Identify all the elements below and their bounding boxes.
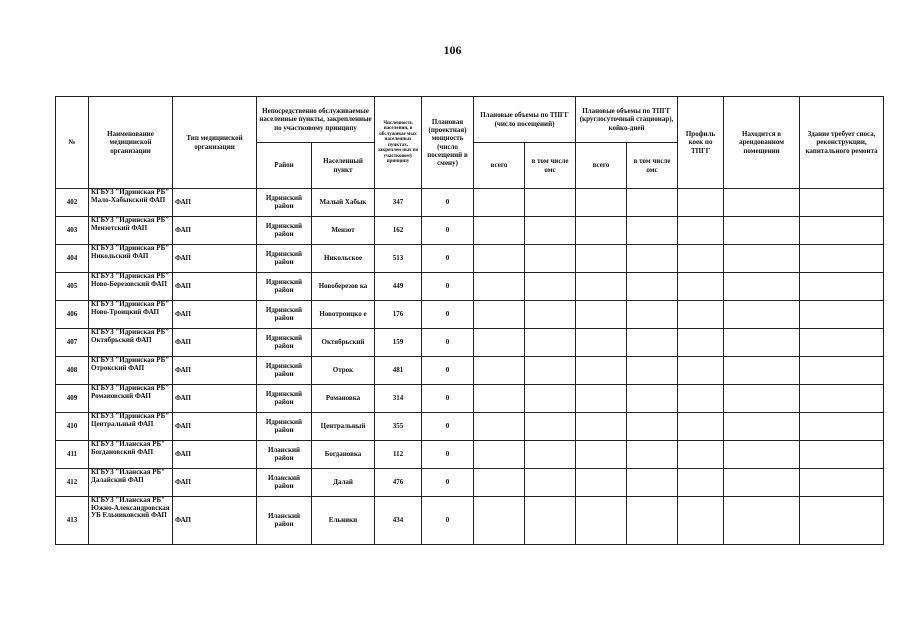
table-row bbox=[56, 301, 884, 329]
cell-empty bbox=[627, 469, 678, 497]
cell-empty bbox=[525, 385, 576, 413]
cell-population: 176 bbox=[375, 301, 422, 329]
table-row bbox=[56, 413, 884, 441]
cell-num: 410 bbox=[56, 413, 89, 441]
cell-empty bbox=[576, 217, 627, 245]
cell-empty bbox=[576, 273, 627, 301]
cell-empty bbox=[724, 413, 800, 441]
cell-empty bbox=[627, 385, 678, 413]
header-capacity: Плановая (проектная) мощность (число посещений в смену) bbox=[422, 97, 474, 189]
header-repair-needed: Здание требует сноса, реконструкции, капитального ремонта bbox=[800, 97, 884, 189]
cell-empty bbox=[800, 441, 884, 469]
cell-type: ФАП bbox=[173, 441, 257, 469]
cell-empty bbox=[800, 385, 884, 413]
cell-empty bbox=[724, 469, 800, 497]
cell-name: КГБУЗ "Идринская РБ" Ново-Троицкий ФАП bbox=[89, 301, 173, 329]
cell-district: Идринский район bbox=[257, 189, 312, 217]
header-rented-premises: Находится в арендованном помещении bbox=[724, 97, 800, 189]
cell-settlement: Ельники bbox=[312, 497, 375, 545]
cell-empty bbox=[627, 441, 678, 469]
cell-settlement: Новоберезов ка bbox=[312, 273, 375, 301]
cell-empty bbox=[627, 301, 678, 329]
cell-empty bbox=[576, 245, 627, 273]
cell-empty bbox=[576, 497, 627, 545]
cell-empty bbox=[627, 273, 678, 301]
cell-name: КГБУЗ "Идринская РБ" Центральный ФАП bbox=[89, 413, 173, 441]
cell-num: 402 bbox=[56, 189, 89, 217]
cell-settlement: Октябрьский bbox=[312, 329, 375, 357]
cell-type: ФАП bbox=[173, 217, 257, 245]
table-row bbox=[56, 441, 884, 469]
cell-type: ФАП bbox=[173, 301, 257, 329]
cell-empty bbox=[724, 245, 800, 273]
cell-settlement: Центральный bbox=[312, 413, 375, 441]
cell-name: КГБУЗ "Иланская РБ" Богдановский ФАП bbox=[89, 441, 173, 469]
cell-district: Иланский район bbox=[257, 497, 312, 545]
cell-settlement: Малый Хабык bbox=[312, 189, 375, 217]
cell-capacity: 0 bbox=[422, 245, 474, 273]
cell-empty bbox=[800, 469, 884, 497]
cell-empty bbox=[474, 189, 525, 217]
cell-type: ФАП bbox=[173, 497, 257, 545]
header-population: Численность населения, в обслуживае мых населенных пунктах, закреплен ных по участковому принципу bbox=[375, 97, 422, 189]
cell-empty bbox=[800, 329, 884, 357]
cell-empty bbox=[525, 273, 576, 301]
cell-population: 162 bbox=[375, 217, 422, 245]
cell-empty bbox=[627, 497, 678, 545]
cell-settlement: Новотроицко е bbox=[312, 301, 375, 329]
header-bed-profile: Профиль коек по ТПГГ bbox=[678, 97, 724, 189]
header-visits-total: всего bbox=[474, 143, 525, 189]
cell-num: 412 bbox=[56, 469, 89, 497]
header-beds-oms: в том числе омс bbox=[627, 143, 678, 189]
cell-empty bbox=[800, 357, 884, 385]
cell-empty bbox=[678, 273, 724, 301]
cell-empty bbox=[576, 413, 627, 441]
cell-capacity: 0 bbox=[422, 441, 474, 469]
header-visits-oms: в том числе омс bbox=[525, 143, 576, 189]
cell-empty bbox=[474, 441, 525, 469]
cell-empty bbox=[800, 245, 884, 273]
cell-empty bbox=[627, 245, 678, 273]
cell-district: Иланский район bbox=[257, 441, 312, 469]
cell-capacity: 0 bbox=[422, 413, 474, 441]
cell-empty bbox=[576, 385, 627, 413]
cell-empty bbox=[576, 357, 627, 385]
cell-population: 112 bbox=[375, 441, 422, 469]
cell-name: КГБУЗ "Идринская РБ" Октябрьский ФАП bbox=[89, 329, 173, 357]
cell-empty bbox=[724, 217, 800, 245]
cell-empty bbox=[525, 245, 576, 273]
cell-empty bbox=[525, 497, 576, 545]
medical-organizations-table bbox=[55, 96, 884, 545]
cell-empty bbox=[627, 189, 678, 217]
cell-type: ФАП bbox=[173, 469, 257, 497]
cell-num: 405 bbox=[56, 273, 89, 301]
cell-empty bbox=[678, 385, 724, 413]
cell-population: 159 bbox=[375, 329, 422, 357]
cell-num: 408 bbox=[56, 357, 89, 385]
cell-name: КГБУЗ "Иланская РБ" Южно-Александровская УБ Ельниковский ФАП bbox=[89, 497, 173, 545]
table-body bbox=[56, 189, 884, 545]
cell-empty bbox=[576, 469, 627, 497]
cell-empty bbox=[724, 441, 800, 469]
cell-num: 413 bbox=[56, 497, 89, 545]
cell-empty bbox=[474, 497, 525, 545]
cell-num: 411 bbox=[56, 441, 89, 469]
cell-district: Идринский район bbox=[257, 357, 312, 385]
cell-num: 403 bbox=[56, 217, 89, 245]
table-row bbox=[56, 189, 884, 217]
cell-population: 355 bbox=[375, 413, 422, 441]
cell-district: Идринский район bbox=[257, 273, 312, 301]
cell-num: 409 bbox=[56, 385, 89, 413]
cell-capacity: 0 bbox=[422, 385, 474, 413]
cell-capacity: 0 bbox=[422, 217, 474, 245]
cell-empty bbox=[678, 497, 724, 545]
page-number: 106 bbox=[443, 43, 462, 57]
cell-empty bbox=[525, 189, 576, 217]
cell-empty bbox=[474, 413, 525, 441]
cell-type: ФАП bbox=[173, 189, 257, 217]
cell-empty bbox=[474, 357, 525, 385]
header-district: Район bbox=[257, 143, 312, 189]
cell-settlement: Мензот bbox=[312, 217, 375, 245]
cell-empty bbox=[678, 217, 724, 245]
cell-capacity: 0 bbox=[422, 357, 474, 385]
cell-settlement: Богдановка bbox=[312, 441, 375, 469]
cell-capacity: 0 bbox=[422, 273, 474, 301]
cell-population: 449 bbox=[375, 273, 422, 301]
cell-empty bbox=[576, 441, 627, 469]
cell-empty bbox=[724, 385, 800, 413]
header-beds-total: всего bbox=[576, 143, 627, 189]
cell-type: ФАП bbox=[173, 357, 257, 385]
cell-empty bbox=[576, 301, 627, 329]
cell-district: Идринский район bbox=[257, 329, 312, 357]
cell-type: ФАП bbox=[173, 245, 257, 273]
cell-empty bbox=[627, 413, 678, 441]
cell-name: КГБУЗ "Идринская РБ" Романовский ФАП bbox=[89, 385, 173, 413]
cell-empty bbox=[678, 189, 724, 217]
cell-num: 404 bbox=[56, 245, 89, 273]
header-tpgg-beds: Плановые объемы по ТПГГ (круглосуточный стационар), койко-дней bbox=[576, 97, 678, 143]
cell-population: 434 bbox=[375, 497, 422, 545]
table-row bbox=[56, 245, 884, 273]
cell-empty bbox=[525, 441, 576, 469]
cell-empty bbox=[800, 413, 884, 441]
cell-empty bbox=[800, 497, 884, 545]
cell-empty bbox=[627, 329, 678, 357]
cell-empty bbox=[525, 217, 576, 245]
cell-empty bbox=[678, 245, 724, 273]
cell-settlement: Отрок bbox=[312, 357, 375, 385]
table-row bbox=[56, 497, 884, 545]
cell-empty bbox=[474, 385, 525, 413]
cell-empty bbox=[474, 301, 525, 329]
cell-population: 314 bbox=[375, 385, 422, 413]
cell-empty bbox=[525, 329, 576, 357]
cell-empty bbox=[474, 245, 525, 273]
cell-district: Идринский район bbox=[257, 413, 312, 441]
cell-num: 407 bbox=[56, 329, 89, 357]
cell-empty bbox=[724, 329, 800, 357]
cell-population: 347 bbox=[375, 189, 422, 217]
table-row bbox=[56, 273, 884, 301]
cell-settlement: Никольское bbox=[312, 245, 375, 273]
header-num: № bbox=[56, 97, 89, 189]
cell-empty bbox=[576, 189, 627, 217]
cell-name: КГБУЗ "Иланская РБ" Далайский ФАП bbox=[89, 469, 173, 497]
cell-empty bbox=[800, 273, 884, 301]
cell-name: КГБУЗ "Идринская РБ" Мензотский ФАП bbox=[89, 217, 173, 245]
table-row bbox=[56, 217, 884, 245]
cell-empty bbox=[474, 273, 525, 301]
cell-empty bbox=[724, 357, 800, 385]
cell-name: КГБУЗ "Идринская РБ" Никольский ФАП bbox=[89, 245, 173, 273]
cell-empty bbox=[525, 301, 576, 329]
table-row bbox=[56, 329, 884, 357]
cell-empty bbox=[678, 301, 724, 329]
cell-empty bbox=[800, 217, 884, 245]
cell-district: Идринский район bbox=[257, 217, 312, 245]
cell-capacity: 0 bbox=[422, 497, 474, 545]
header-attached-settlements: Непосредственно обслуживаемые населенные пункты, закрепленные по участковому принципу bbox=[257, 97, 375, 143]
cell-empty bbox=[678, 413, 724, 441]
cell-district: Иланский район bbox=[257, 469, 312, 497]
header-settlement: Населенный пункт bbox=[312, 143, 375, 189]
cell-type: ФАП bbox=[173, 273, 257, 301]
table-row bbox=[56, 357, 884, 385]
cell-population: 481 bbox=[375, 357, 422, 385]
cell-empty bbox=[800, 301, 884, 329]
cell-capacity: 0 bbox=[422, 301, 474, 329]
cell-district: Идринский район bbox=[257, 245, 312, 273]
cell-empty bbox=[525, 357, 576, 385]
cell-type: ФАП bbox=[173, 413, 257, 441]
cell-empty bbox=[724, 189, 800, 217]
cell-population: 476 bbox=[375, 469, 422, 497]
cell-empty bbox=[474, 329, 525, 357]
cell-empty bbox=[678, 441, 724, 469]
cell-empty bbox=[678, 329, 724, 357]
table-row bbox=[56, 385, 884, 413]
cell-capacity: 0 bbox=[422, 189, 474, 217]
table-row bbox=[56, 469, 884, 497]
cell-empty bbox=[724, 301, 800, 329]
cell-name: КГБУЗ "Идринская РБ" Мало-Хабыкский ФАП bbox=[89, 189, 173, 217]
cell-empty bbox=[474, 469, 525, 497]
cell-capacity: 0 bbox=[422, 469, 474, 497]
cell-settlement: Далай bbox=[312, 469, 375, 497]
cell-district: Идринский район bbox=[257, 385, 312, 413]
cell-empty bbox=[678, 469, 724, 497]
cell-type: ФАП bbox=[173, 329, 257, 357]
cell-settlement: Романовка bbox=[312, 385, 375, 413]
cell-num: 406 bbox=[56, 301, 89, 329]
cell-population: 513 bbox=[375, 245, 422, 273]
cell-empty bbox=[474, 217, 525, 245]
cell-district: Идринский район bbox=[257, 301, 312, 329]
cell-type: ФАП bbox=[173, 385, 257, 413]
header-name: Наименование медицинской организации bbox=[89, 97, 173, 189]
cell-empty bbox=[525, 469, 576, 497]
cell-empty bbox=[576, 329, 627, 357]
cell-empty bbox=[627, 357, 678, 385]
cell-empty bbox=[525, 413, 576, 441]
cell-empty bbox=[627, 217, 678, 245]
table-header bbox=[56, 97, 884, 189]
cell-name: КГБУЗ "Идринская РБ" Отрокский ФАП bbox=[89, 357, 173, 385]
header-tpgg-visits: Плановые объемы по ТПГГ (число посещений) bbox=[474, 97, 576, 143]
cell-capacity: 0 bbox=[422, 329, 474, 357]
cell-empty bbox=[678, 357, 724, 385]
cell-name: КГБУЗ "Идринская РБ" Ново-Березовский ФАП bbox=[89, 273, 173, 301]
header-type: Тип медицинской организации bbox=[173, 97, 257, 189]
cell-empty bbox=[724, 497, 800, 545]
cell-empty bbox=[724, 273, 800, 301]
cell-empty bbox=[800, 189, 884, 217]
